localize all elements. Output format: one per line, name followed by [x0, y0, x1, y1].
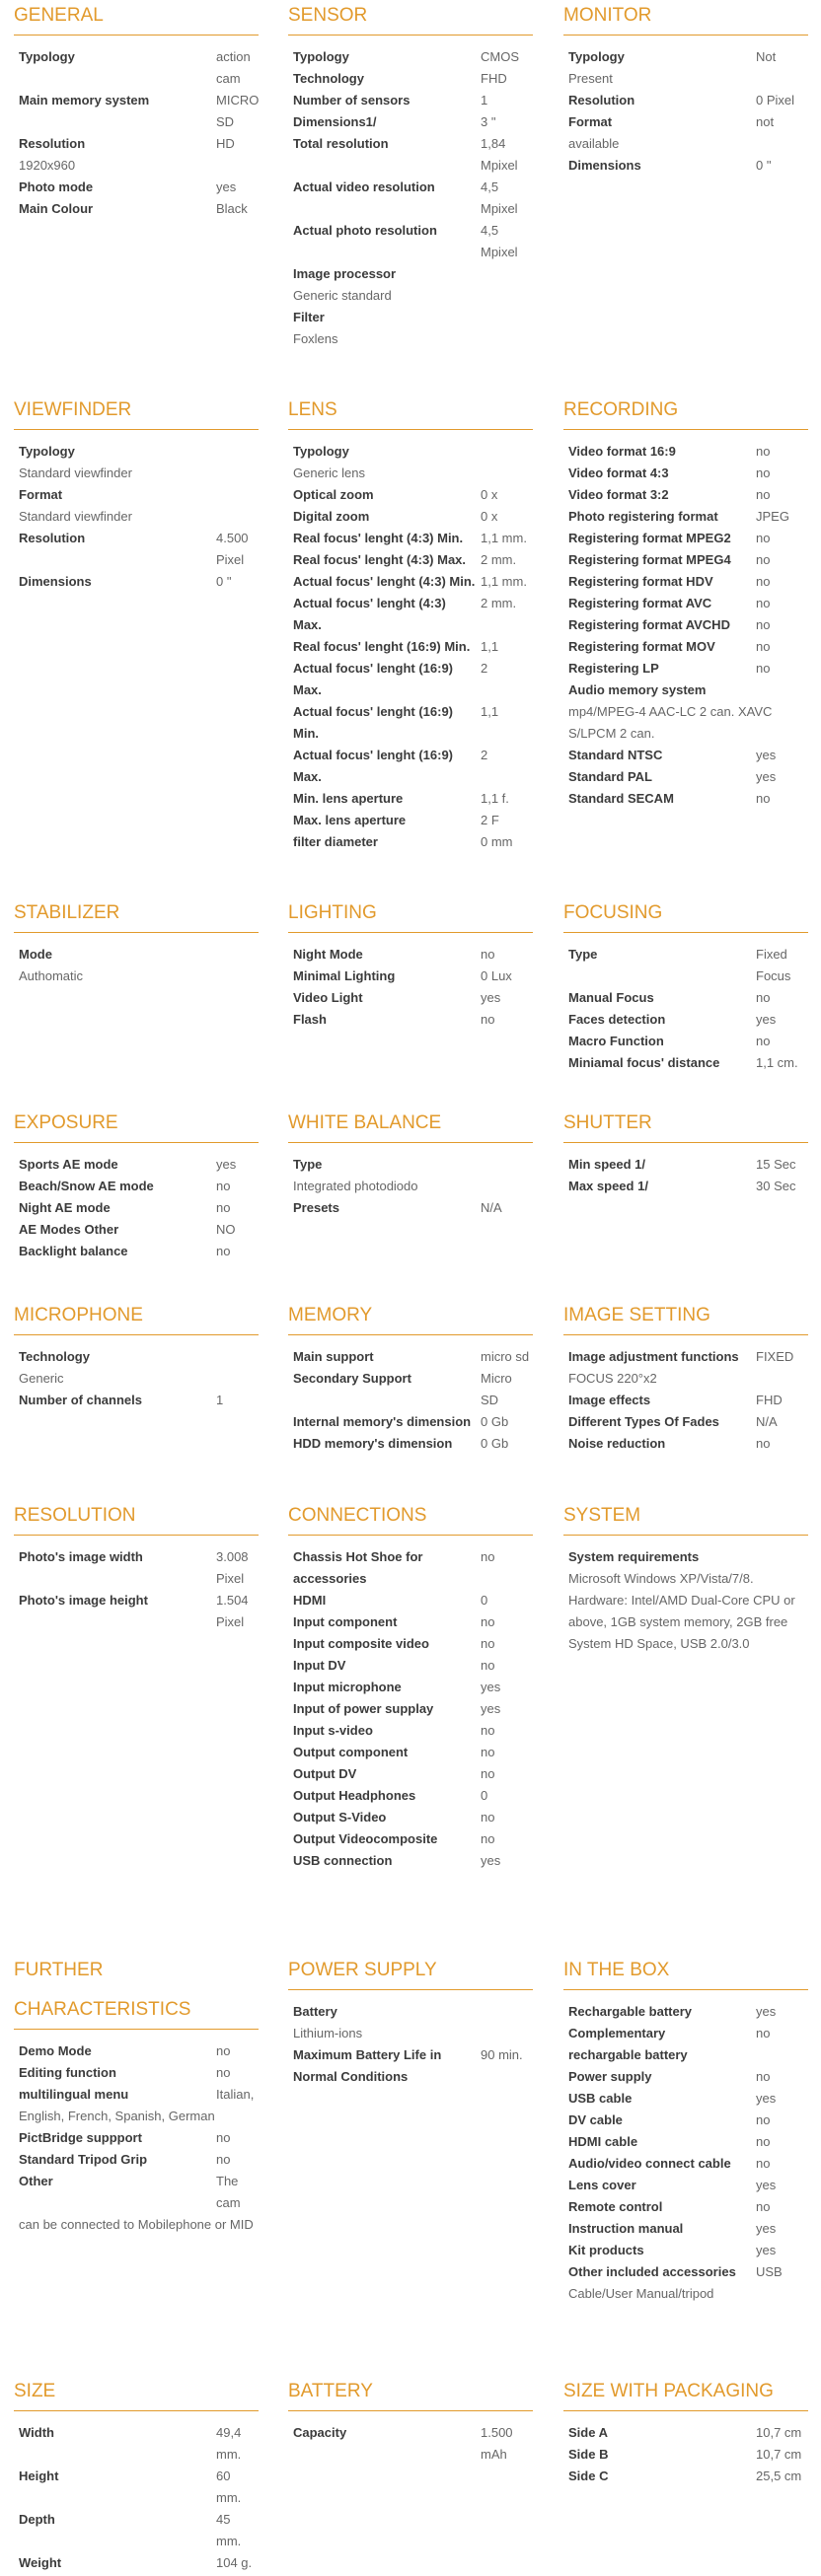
spec-row: Optical zoom 0 x — [293, 487, 498, 502]
spec-row: AE Modes Other NO — [19, 1222, 236, 1237]
spec-row: Chassis Hot Shoe for accessories no — [293, 1549, 495, 1586]
shutter-section — [563, 1111, 808, 1197]
spec-row: Input DV no — [293, 1658, 495, 1673]
spec-row: PictBridge suppport no — [19, 2130, 231, 2145]
spec-row: Side B 10,7 cm — [568, 2447, 802, 2462]
size-with-packaging-section — [563, 2380, 808, 2487]
spec-extra: Generic standard — [293, 288, 392, 303]
in-the-box-section — [563, 1959, 808, 2305]
further-characteristics-section — [14, 1959, 259, 2236]
spec-row: Minimal Lighting 0 Lux — [293, 968, 512, 983]
spec-row: Maximum Battery Life in Normal Conditions 90 min. — [293, 2047, 523, 2084]
spec-row: Typology action cam — [19, 49, 251, 86]
image-setting-section — [563, 1304, 808, 1455]
section-title: STABILIZER — [14, 901, 259, 933]
spec-row: Output S-Video no — [293, 1810, 495, 1825]
spec-row: Standard NTSC yes — [568, 748, 777, 762]
spec-row: Presets N/A — [293, 1200, 502, 1215]
spec-row: Power supply no — [568, 2069, 771, 2084]
spec-row: Other included accessories USB — [568, 2264, 783, 2279]
spec-row: Remote control no — [568, 2199, 771, 2214]
spec-row: Rechargable battery yes — [568, 2004, 777, 2019]
general-section — [14, 4, 259, 220]
spec-row: Actual focus' lenght (16:9) Max. 2 — [293, 748, 488, 784]
spec-row: Audio/video connect cable no — [568, 2156, 771, 2171]
section-title: LENS — [288, 398, 533, 430]
spec-row: Video Light yes — [293, 990, 501, 1005]
spec-row: Dimensions1/ 3 " — [293, 114, 496, 129]
spec-row: Photo registering format JPEG — [568, 509, 789, 524]
system-section — [563, 1504, 808, 1655]
spec-row: Input microphone yes — [293, 1680, 501, 1694]
spec-row: Depth 45 mm. — [19, 2512, 242, 2548]
section-title: WHITE BALANCE — [288, 1111, 533, 1143]
spec-extra: Present — [568, 71, 613, 86]
section-title: FURTHER CHARACTERISTICS — [14, 1959, 259, 2030]
spec-row: Weight 104 g. — [19, 2555, 253, 2570]
section-title: CONNECTIONS — [288, 1504, 533, 1536]
spec-row: Secondary Support Micro SD — [293, 1371, 512, 1407]
recording-section — [563, 398, 808, 810]
spec-extra: Integrated photodiodo — [293, 1179, 418, 1193]
spec-row: Input of power supplay yes — [293, 1701, 501, 1716]
spec-extra: 1920x960 — [19, 158, 76, 173]
spec-extra: FOCUS 220°x2 — [568, 1371, 657, 1386]
section-title: FOCUSING — [563, 901, 808, 933]
spec-extra: English, French, Spanish, German — [19, 2109, 215, 2123]
spec-row: Kit products yes — [568, 2243, 777, 2257]
spec-row: Image processor — [293, 266, 397, 281]
spec-row: Side A 10,7 cm — [568, 2425, 802, 2440]
spec-row: Miniamal focus' distance 1,1 cm. — [568, 1055, 798, 1070]
spec-row: Actual photo resolution 4,5 Mpixel — [293, 223, 518, 259]
spec-row: Min. lens aperture 1,1 f. — [293, 791, 509, 806]
spec-row: HDMI cable no — [568, 2134, 771, 2149]
spec-row: DV cable no — [568, 2112, 771, 2127]
spec-extra: mp4/MPEG-4 AAC-LC 2 can. XAVC S/LPCM 2 can. — [568, 704, 773, 741]
spec-row: Registering format MOV no — [568, 639, 771, 654]
spec-row: Dimensions 0 " — [19, 574, 232, 589]
spec-row: Input s-video no — [293, 1723, 495, 1738]
spec-row: Beach/Snow AE mode no — [19, 1179, 231, 1193]
spec-row: Width 49,4 mm. — [19, 2425, 242, 2462]
spec-row: Typology CMOS — [293, 49, 519, 64]
spec-row: Resolution 0 Pixel — [568, 93, 795, 107]
spec-row: Standard SECAM no — [568, 791, 771, 806]
exposure-section — [14, 1111, 259, 1262]
lens-section — [288, 398, 533, 853]
spec-row: Faces detection yes — [568, 1012, 777, 1027]
section-title: SIZE WITH PACKAGING — [563, 2380, 808, 2411]
section-title: MONITOR — [563, 4, 808, 36]
spec-row: Format — [19, 487, 63, 502]
spec-row: Typology — [19, 444, 75, 459]
spec-extra: can be connected to Mobilephone or MID — [19, 2217, 254, 2232]
section-title: GENERAL — [14, 4, 259, 36]
stabilizer-section — [14, 901, 259, 987]
spec-row: Audio memory system — [568, 682, 707, 697]
spec-row: Typology Not — [568, 49, 777, 64]
section-title: SYSTEM — [563, 1504, 808, 1536]
section-title: SIZE — [14, 2380, 259, 2411]
spec-row: Night Mode no — [293, 947, 495, 962]
spec-extra: Cable/User Manual/tripod — [568, 2286, 714, 2301]
spec-row: System requirements — [568, 1549, 700, 1564]
spec-row: Real focus' lenght (4:3) Max. 2 mm. — [293, 552, 517, 567]
spec-extra: Microsoft Windows XP/Vista/7/8. Hardware: Intel/AMD Dual-Core CPU or above, 1GB system memory, 2GB free System HD Space, USB 2.0/3.0 — [568, 1571, 795, 1651]
spec-extra: Generic — [19, 1371, 64, 1386]
spec-row: Instruction manual yes — [568, 2221, 777, 2236]
microphone-section — [14, 1304, 259, 1411]
spec-row: Sports AE mode yes — [19, 1157, 237, 1172]
spec-row: Flash no — [293, 1012, 495, 1027]
memory-section — [288, 1304, 533, 1455]
spec-row: Height 60 mm. — [19, 2469, 242, 2505]
spec-row: Output component no — [293, 1745, 495, 1759]
spec-extra: Generic lens — [293, 465, 365, 480]
spec-extra: available — [568, 136, 620, 151]
spec-row: Output Headphones 0 — [293, 1788, 488, 1803]
spec-row: Number of sensors 1 — [293, 93, 488, 107]
spec-row: Type Fixed Focus — [568, 947, 791, 983]
spec-row: Type — [293, 1157, 323, 1172]
spec-row: Main support micro sd — [293, 1349, 530, 1364]
spec-row: Internal memory's dimension 0 Gb — [293, 1414, 509, 1429]
spec-extra: Authomatic — [19, 968, 84, 983]
focusing-section — [563, 901, 808, 1074]
lighting-section — [288, 901, 533, 1031]
spec-row: Night AE mode no — [19, 1200, 231, 1215]
spec-row: HDD memory's dimension 0 Gb — [293, 1436, 509, 1451]
spec-row: Macro Function no — [568, 1034, 771, 1048]
spec-row: Actual focus' lenght (4:3) Min. 1,1 mm. — [293, 574, 527, 589]
section-title: IMAGE SETTING — [563, 1304, 808, 1335]
spec-row: Actual video resolution 4,5 Mpixel — [293, 179, 518, 216]
spec-row: Complementary rechargable battery no — [568, 2026, 771, 2062]
spec-row: Max speed 1/ 30 Sec — [568, 1179, 796, 1193]
spec-row: Video format 3:2 no — [568, 487, 771, 502]
section-title: RESOLUTION — [14, 1504, 259, 1536]
white-balance-section — [288, 1111, 533, 1219]
spec-row: Different Types Of Fades N/A — [568, 1414, 778, 1429]
spec-row: Output DV no — [293, 1766, 495, 1781]
spec-row: Registering format MPEG2 no — [568, 531, 771, 545]
spec-row: USB cable yes — [568, 2091, 777, 2106]
spec-row: Standard Tripod Grip no — [19, 2152, 231, 2167]
section-title: VIEWFINDER — [14, 398, 259, 430]
spec-row: Resolution HD — [19, 136, 235, 151]
spec-row: Max. lens aperture 2 F — [293, 813, 499, 827]
spec-row: USB connection yes — [293, 1853, 501, 1868]
spec-row: Video format 4:3 no — [568, 465, 771, 480]
spec-row: Output Videocomposite no — [293, 1831, 495, 1846]
spec-row: filter diameter 0 mm — [293, 834, 513, 849]
section-title: LIGHTING — [288, 901, 533, 933]
spec-row: Resolution 4.500 Pixel — [19, 531, 249, 567]
section-title: BATTERY — [288, 2380, 533, 2411]
section-title: RECORDING — [563, 398, 808, 430]
spec-row: Capacity 1.500 mAh — [293, 2425, 513, 2462]
monitor-section — [563, 4, 808, 177]
spec-row: Technology FHD — [293, 71, 507, 86]
section-title: EXPOSURE — [14, 1111, 259, 1143]
section-title: IN THE BOX — [563, 1959, 808, 1990]
spec-extra: Lithium-ions — [293, 2026, 363, 2040]
battery-section — [288, 2380, 533, 2466]
viewfinder-section — [14, 398, 259, 593]
spec-row: Total resolution 1,84 Mpixel — [293, 136, 518, 173]
spec-row: Registering LP no — [568, 661, 771, 676]
spec-row: Editing function no — [19, 2065, 231, 2080]
connections-section — [288, 1504, 533, 1872]
spec-row: Image effects FHD — [568, 1393, 783, 1407]
spec-row: Side C 25,5 cm — [568, 2469, 802, 2483]
section-title: POWER SUPPLY — [288, 1959, 533, 1990]
spec-row: Main Colour Black — [19, 201, 248, 216]
section-title: MICROPHONE — [14, 1304, 259, 1335]
spec-row: Input composite video no — [293, 1636, 495, 1651]
spec-row: Min speed 1/ 15 Sec — [568, 1157, 796, 1172]
spec-row: Filter — [293, 310, 325, 324]
spec-row: Real focus' lenght (16:9) Min. 1,1 — [293, 639, 499, 654]
spec-row: Number of channels 1 — [19, 1393, 224, 1407]
spec-extra: Standard viewfinder — [19, 465, 132, 480]
power-supply-section — [288, 1959, 533, 2088]
spec-row: Actual focus' lenght (4:3) Max. 2 mm. — [293, 596, 517, 632]
spec-row: Technology — [19, 1349, 90, 1364]
resolution-section — [14, 1504, 259, 1633]
spec-row: Lens cover yes — [568, 2178, 777, 2192]
spec-row: Other The cam — [19, 2174, 241, 2210]
spec-row: Photo mode yes — [19, 179, 237, 194]
spec-extra: Foxlens — [293, 331, 338, 346]
spec-row: Photo's image height 1.504 Pixel — [19, 1593, 249, 1629]
section-title: SHUTTER — [563, 1111, 808, 1143]
spec-row: Registering format AVC no — [568, 596, 771, 610]
spec-row: HDMI 0 — [293, 1593, 488, 1608]
section-title: SENSOR — [288, 4, 533, 36]
spec-row: Manual Focus no — [568, 990, 771, 1005]
spec-row: Actual focus' lenght (16:9) Max. 2 — [293, 661, 488, 697]
spec-row: multilingual menu Italian, — [19, 2087, 255, 2102]
spec-row: Standard PAL yes — [568, 769, 777, 784]
spec-row: Format not — [568, 114, 775, 129]
spec-row: Photo's image width 3.008 Pixel — [19, 1549, 249, 1586]
spec-row: Typology — [293, 444, 349, 459]
spec-row: Registering format MPEG4 no — [568, 552, 771, 567]
size-section — [14, 2380, 259, 2574]
sensor-section — [288, 4, 533, 350]
spec-row: Registering format AVCHD no — [568, 617, 771, 632]
spec-row: Mode — [19, 947, 52, 962]
spec-row: Battery — [293, 2004, 337, 2019]
spec-row: Demo Mode no — [19, 2043, 231, 2058]
spec-row: Main memory system MICRO SD — [19, 93, 260, 129]
spec-row: Registering format HDV no — [568, 574, 771, 589]
spec-row: Digital zoom 0 x — [293, 509, 498, 524]
spec-row: Dimensions 0 " — [568, 158, 772, 173]
spec-row: Input component no — [293, 1614, 495, 1629]
spec-extra: Standard viewfinder — [19, 509, 132, 524]
spec-row: Noise reduction no — [568, 1436, 771, 1451]
spec-row: Actual focus' lenght (16:9) Min. 1,1 — [293, 704, 499, 741]
spec-row: Real focus' lenght (4:3) Min. 1,1 mm. — [293, 531, 527, 545]
spec-row: Image adjustment functions FIXED — [568, 1349, 794, 1364]
spec-row: Video format 16:9 no — [568, 444, 771, 459]
section-title: MEMORY — [288, 1304, 533, 1335]
spec-row: Backlight balance no — [19, 1244, 231, 1258]
